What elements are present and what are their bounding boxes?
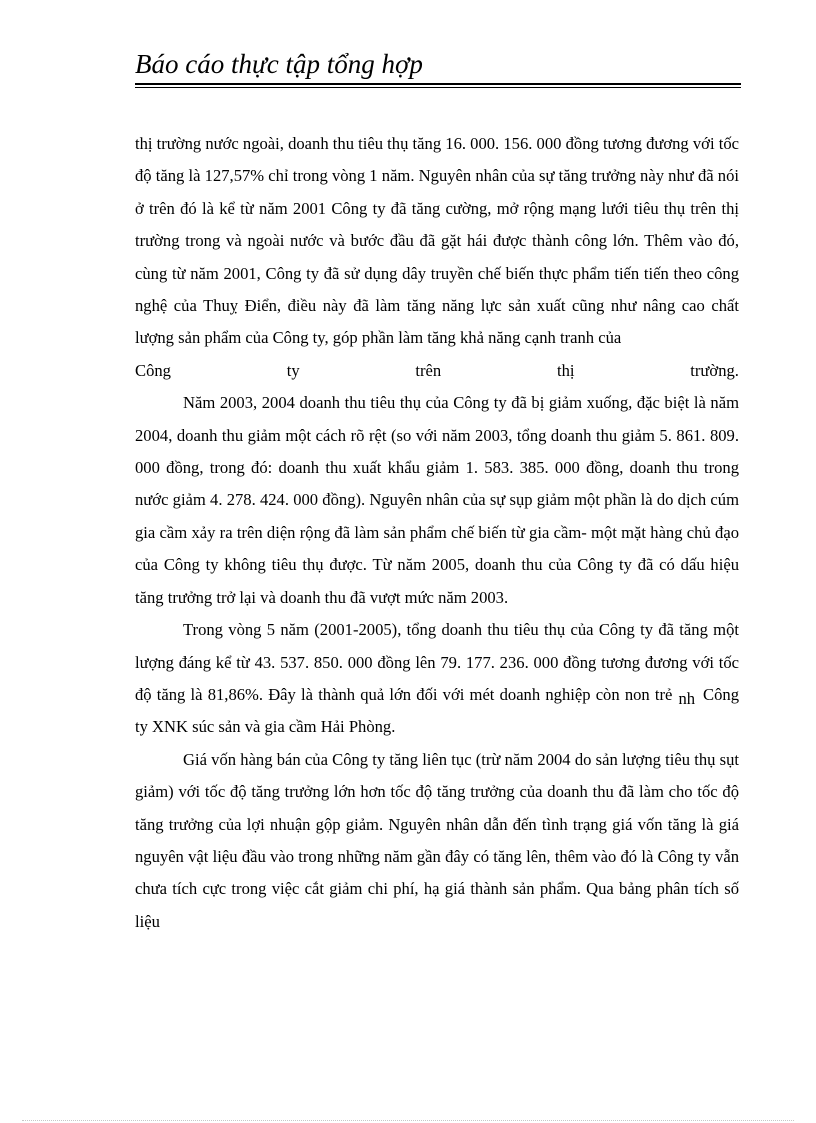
- body-text: [135, 128, 739, 938]
- word: Công: [135, 360, 171, 380]
- paragraph-4: Giá vốn hàng bán của Công ty tăng liên tục (trừ năm 2004 do sản lượng tiêu thụ sụt giảm) với tốc độ tăng trưởng lớn hơn tốc độ tăng trưởng của doanh thu đã làm cho tốc độ tăng trưởng của lợi nhuận gộp giảm. Nguyên nhân dẫn đến tình trạng giá vốn tăng là giá nguyên vật liệu đầu vào trong những năm gần đây có tăng lên, thêm vào đó là Công ty vẫn chưa tích cực trong việc cắt giảm chi phí, hạ giá thành sản phẩm. Qua bảng phân tích số liệu: [135, 749, 739, 931]
- paragraph-3: [135, 614, 739, 744]
- word: trên: [415, 360, 442, 380]
- paragraph-1-last-line: [135, 355, 739, 387]
- paragraph-3-end: Công ty XNK súc sản và gia cầm Hải Phòng.: [135, 684, 739, 737]
- report-header-title: Báo cáo thực tập tổng hợp: [135, 49, 423, 79]
- word: trường.: [690, 360, 739, 380]
- word: thị: [557, 360, 575, 380]
- word: ty: [286, 360, 300, 380]
- paragraph-3-subscript: nh: [678, 688, 696, 708]
- paragraph-1: thị trường nước ngoài, doanh thu tiêu thụ tăng 16. 000. 156. 000 đồng tương đương với tốc độ tăng là 127,57% chỉ trong vòng 1 năm. Nguyên nhân của sự tăng trưởng này như đã nói ở trên đó là kể từ năm 2001 Công ty đã tăng cường, mở rộng mạng lưới tiêu thụ trên thị trường trong và ngoài nước và bước đầu đã gặt hái được thành công lớn. Thêm vào đó, cùng từ năm 2001, Công ty đã sử dụng dây truyền chế biến thực phẩm tiến tiến theo công nghệ của Thuỵ Điển, điều này đã làm tăng năng lực sản xuất cũng như nâng cao chất lượng sản phẩm của Công ty, góp phần làm tăng khả năng cạnh tranh của: [135, 134, 739, 348]
- header-rule-thin: [135, 87, 741, 88]
- paragraph-2: Năm 2003, 2004 doanh thu tiêu thụ của Công ty đã bị giảm xuống, đặc biệt là năm 2004, doanh thu giảm một cách rõ rệt (so với năm 2003, tổng doanh thu giảm 5. 861. 809. 000 đồng, trong đó: doanh thu xuất khẩu giảm 1. 583. 385. 000 đồng, doanh thu trong nước giảm 4. 278. 424. 000 đồng). Nguyên nhân của sự sụp giảm một phần là do dịch cúm gia cầm xảy ra trên diện rộng đã làm sản phẩm chế biến từ gia cầm- một mặt hàng chủ đạo của Công ty không tiêu thụ được. Từ năm 2005, doanh thu của Công ty đã có dấu hiệu tăng trưởng trở lại và doanh thu đã vượt mức năm 2003.: [135, 393, 739, 607]
- paragraph-3-text: Trong vòng 5 năm (2001-2005), tổng doanh thu tiêu thụ của Công ty đã tăng một lượng đáng kể từ 43. 537. 850. 000 đồng lên 79. 177. 236. 000 đồng tương đương với tốc độ tăng là 81,86%. Đây là thành quả lớn đối với mét doanh nghiệp còn non trẻ: [135, 620, 739, 704]
- footer-dotted-rule: [22, 1120, 794, 1121]
- header-rule-thick: [135, 83, 741, 85]
